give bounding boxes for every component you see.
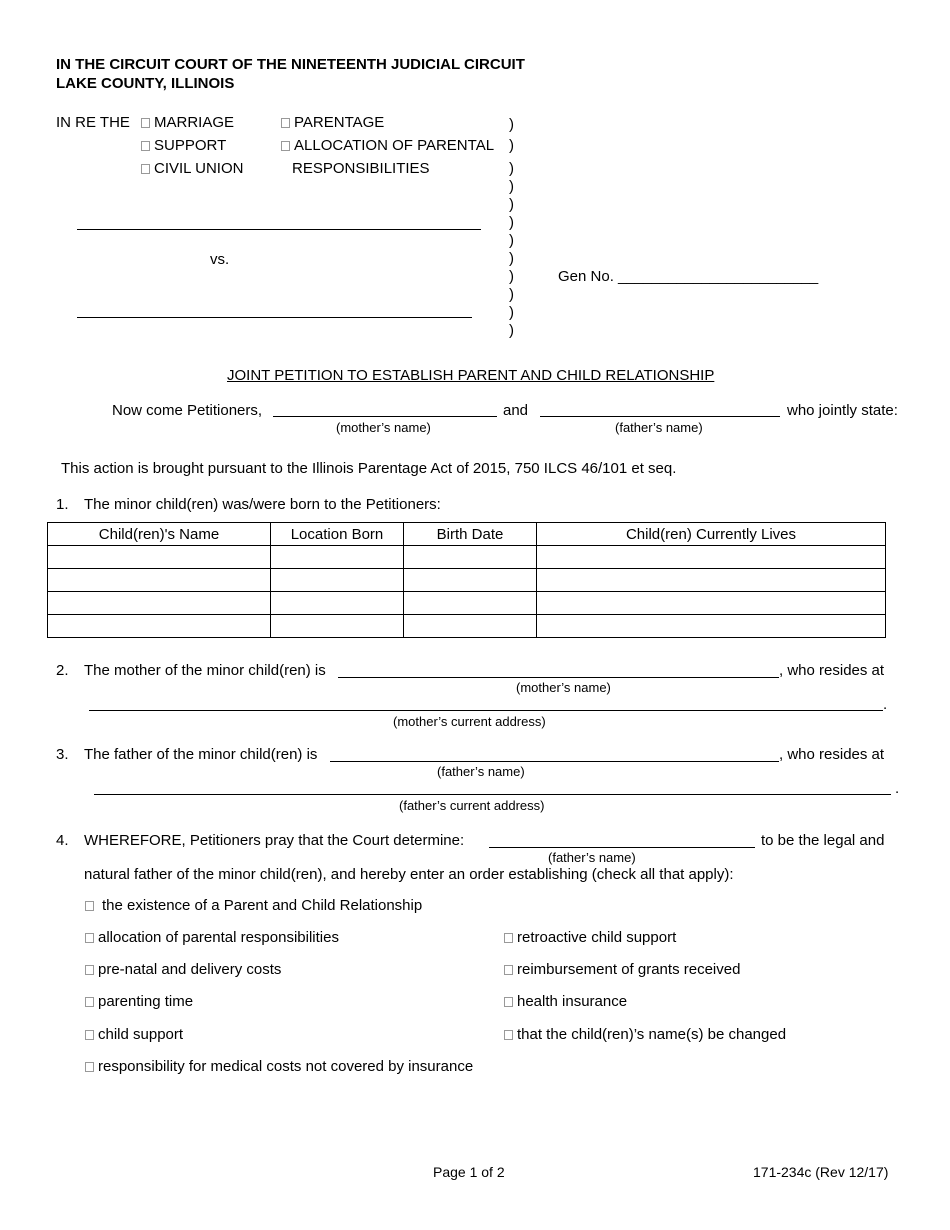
form-number: 171-234c (Rev 12/17)	[753, 1164, 889, 1180]
table-cell[interactable]	[404, 569, 537, 592]
allocation-checkbox[interactable]	[281, 141, 290, 151]
table-row	[48, 615, 886, 638]
parentage-label: PARENTAGE	[294, 114, 385, 131]
action-statement: This action is brought pursuant to the Illinois Parentage Act of 2015, 750 ILCS 46/101 et seq.	[61, 460, 677, 477]
caption-paren: )	[509, 232, 514, 249]
vs-label: vs.	[210, 251, 230, 268]
document-title: JOINT PETITION TO ESTABLISH PARENT AND CHILD RELATIONSHIP	[227, 367, 715, 384]
table-cell[interactable]	[404, 546, 537, 569]
option-label: retroactive child support	[517, 929, 677, 946]
item-1-number: 1.	[56, 496, 69, 513]
father-name-caption: (father’s name)	[615, 420, 703, 435]
court-name: IN THE CIRCUIT COURT OF THE NINETEENTH JUDICIAL CIRCUIT	[56, 56, 525, 73]
option-label: allocation of parental responsibilities	[98, 929, 339, 946]
name-change-option[interactable]	[504, 1026, 786, 1043]
item-4-number: 4.	[56, 832, 69, 849]
table-cell[interactable]	[48, 569, 271, 592]
caption-paren: )	[509, 268, 514, 285]
column-header: Child(ren)'s Name	[48, 523, 271, 546]
mother-full-name-line[interactable]	[338, 677, 779, 678]
existence-label: the existence of a Parent and Child Relationship	[102, 897, 423, 914]
item-3-text: The father of the minor child(ren) is	[84, 746, 318, 763]
item-2-text: The mother of the minor child(ren) is	[84, 662, 326, 679]
option-label: responsibility for medical costs not covered by insurance	[98, 1058, 474, 1075]
table-cell[interactable]	[537, 569, 886, 592]
table-row	[48, 592, 886, 615]
item-4-legal: to be the legal and	[761, 832, 885, 849]
option-label: health insurance	[517, 993, 628, 1010]
caption-paren: )	[509, 322, 514, 339]
allocation-option[interactable]	[281, 137, 494, 154]
table-cell[interactable]	[48, 592, 271, 615]
table-cell[interactable]	[271, 615, 404, 638]
responsibilities-label: RESPONSIBILITIES	[292, 160, 430, 177]
caption-paren: )	[509, 286, 514, 303]
parentage-checkbox[interactable]	[281, 118, 290, 128]
option-label: that the child(ren)’s name(s) be changed	[517, 1026, 787, 1043]
existence-checkbox[interactable]	[85, 901, 94, 911]
caption-paren: )	[509, 250, 514, 267]
prenatal-costs-checkbox[interactable]	[85, 965, 94, 975]
caption-paren: )	[509, 196, 514, 213]
item-3-end: .	[895, 780, 900, 797]
item-3-number: 3.	[56, 746, 69, 763]
column-header: Birth Date	[404, 523, 537, 546]
option-label: parenting time	[98, 993, 194, 1010]
parenting-time-checkbox[interactable]	[85, 997, 94, 1007]
table-cell[interactable]	[48, 615, 271, 638]
medical-costs-checkbox[interactable]	[85, 1062, 94, 1072]
civil-union-checkbox[interactable]	[141, 164, 150, 174]
child-support-option[interactable]	[85, 1026, 183, 1043]
table-cell[interactable]	[271, 592, 404, 615]
civil-union-label: CIVIL UNION	[154, 160, 244, 177]
allocation-responsibilities-checkbox[interactable]	[85, 933, 94, 943]
table-cell[interactable]	[271, 546, 404, 569]
marriage-checkbox[interactable]	[141, 118, 150, 128]
gen-no-field[interactable]: Gen No. ________________________	[558, 268, 819, 285]
support-option[interactable]	[141, 137, 226, 154]
table-cell[interactable]	[404, 615, 537, 638]
retroactive-support-checkbox[interactable]	[504, 933, 513, 943]
item-2-resides: , who resides at	[779, 662, 885, 679]
option-label: pre-natal and delivery costs	[98, 961, 282, 978]
table-header-row	[48, 523, 886, 546]
table-cell[interactable]	[537, 546, 886, 569]
item-4-name-caption: (father’s name)	[548, 850, 636, 865]
existence-option[interactable]	[85, 897, 422, 914]
child-support-checkbox[interactable]	[85, 1030, 94, 1040]
item-1-text: The minor child(ren) was/were born to the Petitioners:	[84, 496, 441, 513]
county-name: LAKE COUNTY, ILLINOIS	[56, 75, 235, 92]
health-insurance-checkbox[interactable]	[504, 997, 513, 1007]
table-cell[interactable]	[271, 569, 404, 592]
parentage-option[interactable]	[281, 114, 384, 131]
health-insurance-option[interactable]	[504, 993, 627, 1010]
table-cell[interactable]	[404, 592, 537, 615]
legal-father-name-line[interactable]	[489, 847, 755, 848]
civil-union-option[interactable]	[141, 160, 243, 177]
page-number: Page 1 of 2	[433, 1164, 505, 1180]
item-4-text: WHEREFORE, Petitioners pray that the Court determine:	[84, 832, 465, 849]
father-full-name-line[interactable]	[330, 761, 779, 762]
item-3-resides: , who resides at	[779, 746, 885, 763]
now-come-label: Now come Petitioners,	[112, 402, 263, 419]
table-row	[48, 569, 886, 592]
father-name-line[interactable]	[540, 416, 780, 417]
table-cell[interactable]	[537, 592, 886, 615]
item-3-address-caption: (father’s current address)	[399, 798, 545, 813]
item-2-address-caption: (mother’s current address)	[393, 714, 546, 729]
name-change-checkbox[interactable]	[504, 1030, 513, 1040]
in-re-label: IN RE THE	[56, 114, 130, 131]
and-label: and	[503, 402, 529, 419]
jointly-state-label: who jointly state:	[787, 402, 898, 419]
mother-name-caption: (mother’s name)	[336, 420, 431, 435]
petitioner-1-line[interactable]	[77, 229, 481, 230]
item-4-natural-text: natural father of the minor child(ren), and hereby enter an order establishing (check all that apply):	[84, 866, 734, 883]
caption-paren: )	[509, 214, 514, 231]
mother-name-line[interactable]	[273, 416, 497, 417]
medical-costs-option[interactable]	[85, 1058, 473, 1075]
petitioner-2-line[interactable]	[77, 317, 472, 318]
mother-address-line[interactable]	[89, 710, 883, 711]
support-label: SUPPORT	[154, 137, 227, 154]
column-header: Child(ren) Currently Lives	[537, 523, 886, 546]
option-label: child support	[98, 1026, 184, 1043]
father-address-line[interactable]	[94, 794, 891, 795]
children-table	[47, 522, 886, 638]
column-header: Location Born	[271, 523, 404, 546]
caption-paren: )	[509, 116, 514, 133]
parenting-time-option[interactable]	[85, 993, 193, 1010]
caption-paren: )	[509, 178, 514, 195]
prenatal-costs-option[interactable]	[85, 961, 281, 978]
grants-reimbursement-checkbox[interactable]	[504, 965, 513, 975]
item-2-name-caption: (mother’s name)	[516, 680, 611, 695]
caption-paren: )	[509, 137, 514, 154]
allocation-responsibilities-option[interactable]	[85, 929, 339, 946]
retroactive-support-option[interactable]	[504, 929, 676, 946]
grants-reimbursement-option[interactable]	[504, 961, 740, 978]
support-checkbox[interactable]	[141, 141, 150, 151]
caption-paren: )	[509, 160, 514, 177]
option-label: reimbursement of grants received	[517, 961, 741, 978]
caption-paren: )	[509, 304, 514, 321]
marriage-label: MARRIAGE	[154, 114, 235, 131]
item-2-end: .	[883, 696, 888, 713]
marriage-option[interactable]	[141, 114, 234, 131]
item-3-name-caption: (father’s name)	[437, 764, 525, 779]
allocation-label: ALLOCATION OF PARENTAL	[294, 137, 495, 154]
table-row	[48, 546, 886, 569]
table-cell[interactable]	[537, 615, 886, 638]
table-cell[interactable]	[48, 546, 271, 569]
item-2-number: 2.	[56, 662, 69, 679]
